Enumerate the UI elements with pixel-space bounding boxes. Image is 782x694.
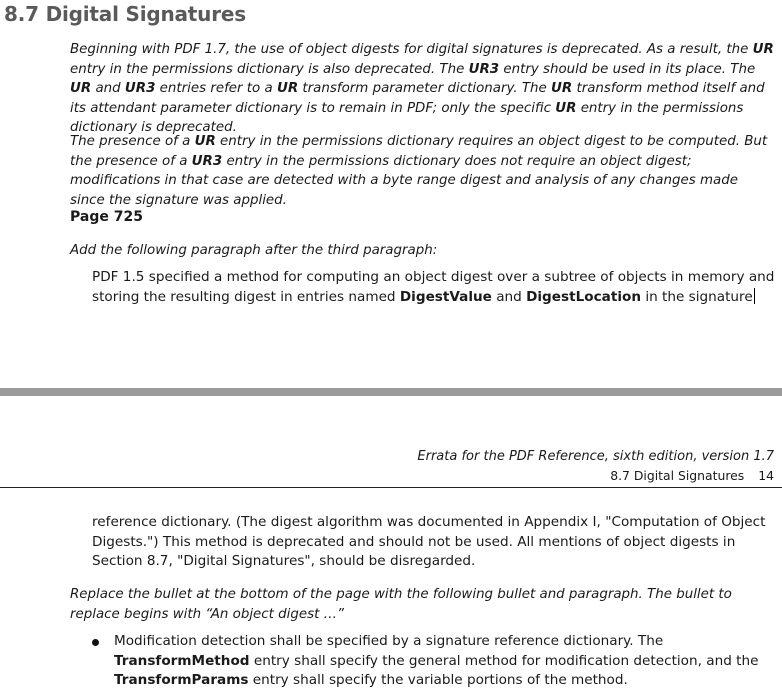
keyword: DigestValue	[399, 288, 492, 305]
keyword: UR	[555, 100, 577, 116]
text-run: entry should be used in its place. The	[499, 61, 756, 77]
keyword: UR	[70, 81, 92, 97]
text-run: PDF 1.5 specified a method for computing an object digest over a subtree of objects in memory and storing the resulting digest in entries named	[92, 269, 775, 305]
footer-section: 8.7 Digital Signatures	[610, 468, 745, 483]
text-run: entries refer to a	[155, 81, 277, 97]
keyword: UR	[551, 81, 573, 97]
footer-title: Errata for the PDF Reference, sixth edition, version 1.7	[417, 449, 774, 464]
text-run: transform method itself and its attendant parameter dictionary is to remain in PDF; only the specific	[70, 81, 765, 116]
text-run: and	[491, 288, 527, 305]
inserted-paragraph[interactable]	[92, 268, 778, 307]
text-run: The presence of a	[70, 134, 195, 149]
text-run: entry in the permissions dictionary is deprecated.	[70, 100, 744, 136]
text-run: entry shall specify the variable portions of the method.	[248, 672, 628, 689]
text-run: and	[91, 81, 125, 97]
instruction-replace-bullet: Replace the bullet at the bottom of the page with the following bullet and paragraph. The bullet to replace begins with “An object digest …”	[70, 587, 732, 622]
keyword: UR	[276, 81, 299, 97]
bullet-icon	[92, 639, 99, 646]
keyword: UR3	[124, 81, 156, 97]
text-run: entry shall specify the general method for modification detection, and the	[249, 652, 759, 669]
text-run: Modification detection shall be specified by a signature reference dictionary. The	[114, 633, 664, 649]
page-label: Page 725	[70, 209, 143, 225]
inserted-paragraph-continued[interactable]: reference dictionary. (The digest algorithm was documented in Appendix I, "Computation of Object Digests.") This method is deprecated and should not be used. All mentions of object digests in Section 8.7, "Digital Signatures", should be disregarded.	[92, 514, 766, 570]
keyword: UR3	[191, 153, 223, 169]
keyword: UR3	[468, 61, 500, 77]
keyword: UR	[194, 134, 216, 149]
text-run: in the signature	[641, 288, 753, 305]
text-run: transform parameter dictionary. The	[298, 81, 552, 97]
paragraph-ur3-presence	[70, 132, 776, 210]
keyword: UR	[752, 42, 774, 57]
text-run: entry in the permissions dictionary is also deprecated. The	[70, 61, 469, 77]
footer-page-number: 14	[758, 468, 774, 483]
text-run: entry in the permissions dictionary does not require an object digest; modifications in that case are detected with a byte range digest and analysis of any changes made since the signature was applied.	[70, 153, 738, 208]
footer-rule	[0, 487, 782, 488]
instruction-add-paragraph: Add the following paragraph after the third paragraph:	[70, 243, 438, 258]
paragraph-ur-deprecation	[70, 40, 776, 138]
page-break-divider	[0, 388, 782, 396]
keyword: DigestLocation	[526, 288, 641, 305]
keyword: TransformMethod	[114, 652, 250, 669]
text-run: entry in the permissions dictionary requires an object digest to be computed. But the presence of a	[70, 134, 768, 169]
text-cursor	[754, 288, 755, 304]
footer-section-line	[610, 468, 774, 483]
bullet-text	[114, 632, 778, 691]
text-run: Beginning with PDF 1.7, the use of object digests for digital signatures is deprecated. As a result, the	[70, 42, 753, 57]
keyword: TransformParams	[114, 672, 249, 689]
section-heading: 8.7 Digital Signatures	[4, 2, 246, 26]
